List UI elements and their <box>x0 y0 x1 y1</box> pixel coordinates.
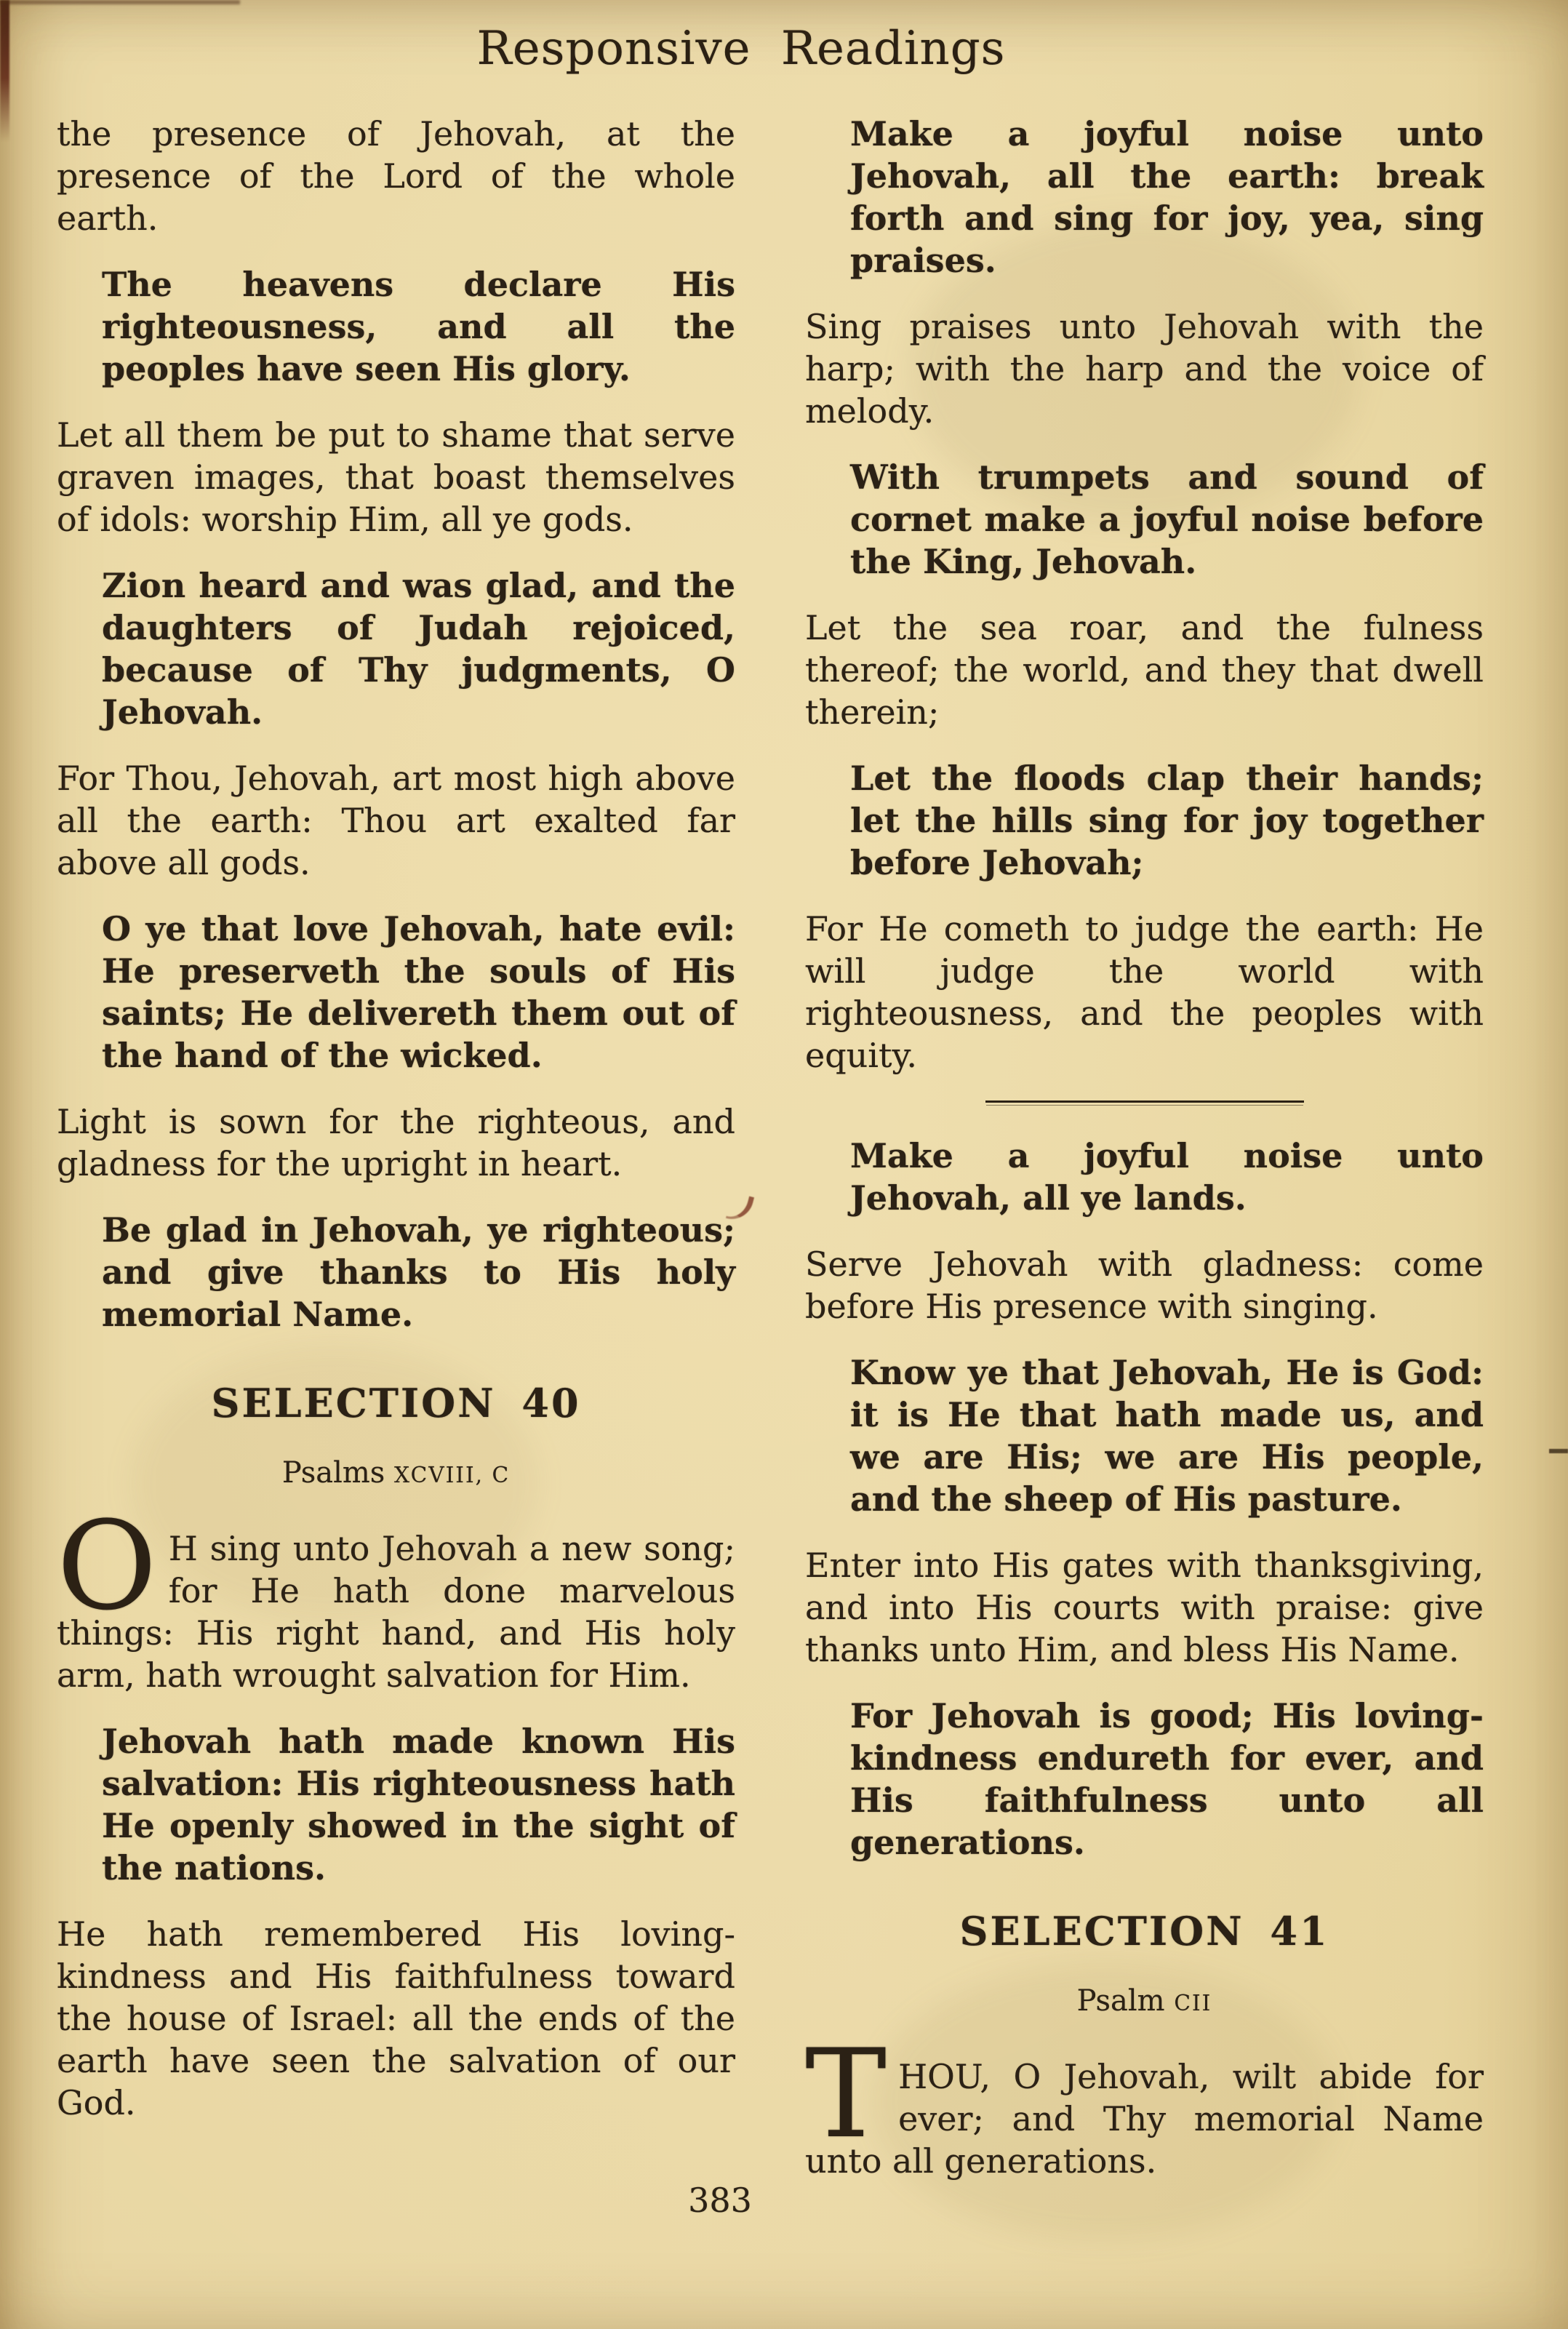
verse-people: O ye that love Jehovah, hate evil: He preserveth the souls of His saints; He delivereth them out of the hand of the wicked. <box>102 909 735 1076</box>
verse-minister-dropcap <box>57 1495 735 1696</box>
two-column-layout <box>57 113 1484 2206</box>
verse-minister: Enter into His gates with thanksgiving, and into His courts with praise: give thanks unto Him, and bless His Name. <box>805 1546 1484 1670</box>
verse-people: Let the floods clap their hands; let the hills sing for joy together before Jehovah; <box>850 759 1484 883</box>
verse-people: Zion heard and was glad, and the daughters of Judah rejoiced, because of Thy judgments, O Jehovah. <box>102 566 735 732</box>
psalm-book: Psalm <box>1076 1984 1165 2018</box>
verse-minister: Serve Jehovah with gladness: come before His presence with singing. <box>805 1245 1484 1327</box>
selection-heading-40: SELECTION 40 <box>211 1380 581 1427</box>
drop-cap-O: O <box>57 1495 157 1638</box>
verse-minister: Sing praises unto Jehovah with the harp; with the harp and the voice of melody. <box>805 307 1484 431</box>
page-number: 383 <box>688 2181 752 2220</box>
verse-minister: Let all them be put to shame that serve graven images, that boast themselves of idols: worship Him, all ye gods. <box>57 415 735 540</box>
verse-minister: Let the sea roar, and the fulness thereof; the world, and they that dwell therein; <box>805 608 1484 732</box>
section-divider-rule <box>985 1100 1304 1103</box>
verse-people: Make a joyful noise unto Jehovah, all the earth: break forth and sing for joy, yea, sing praises. <box>850 114 1484 281</box>
verse-minister: Light is sown for the righteous, and gladness for the upright in heart. <box>57 1102 735 1184</box>
page-content <box>57 22 1484 2206</box>
page-title: Responsive Readings <box>476 22 1006 76</box>
selection-heading-41: SELECTION 41 <box>959 1908 1329 1955</box>
verse-text: HOU, O Jehovah, wilt abide for ever; and Thy memorial Name unto all generations. <box>805 2057 1484 2181</box>
verse-minister: the presence of Jehovah, at the presence of the Lord of the whole earth. <box>57 114 735 239</box>
drop-cap-T: T <box>805 2023 887 2166</box>
verse-minister: For Thou, Jehovah, art most high above all the earth: Thou art exalted far above all gods. <box>57 759 735 883</box>
psalm-reference-40 <box>57 1456 735 1490</box>
verse-minister-dropcap <box>805 2023 1484 2182</box>
verse-people: Make a joyful noise unto Jehovah, all ye lands. <box>850 1136 1484 1218</box>
verse-people: For Jehovah is good; His loving-kindness endureth for ever, and His faithfulness unto all generations. <box>850 1696 1484 1863</box>
psalm-numerals: CII <box>1174 1991 1212 2016</box>
verse-people: Jehovah hath made known His salvation: His righteousness hath He openly showed in the sight of the nations. <box>102 1722 735 1888</box>
scan-edge-artifact <box>0 0 9 142</box>
verse-people: With trumpets and sound of cornet make a joyful noise before the King, Jehovah. <box>850 458 1484 582</box>
psalm-book: Psalms <box>281 1456 385 1490</box>
scan-edge-artifact <box>0 0 240 4</box>
verse-minister: For He cometh to judge the earth: He will judge the world with righteousness, and the peoples with equity. <box>805 909 1484 1076</box>
verse-minister: He hath remembered His loving-kindness and His faithfulness toward the house of Israel: all the ends of the earth have seen the salvation of our God. <box>57 1914 735 2123</box>
right-column <box>805 113 1484 2206</box>
left-column <box>57 113 735 2206</box>
verse-text: H sing unto Jehovah a new song; for He hath done marvelous things: His right hand, and His holy arm, hath wrought salvation for Him. <box>57 1529 735 1695</box>
psalm-numerals: XCVIII, C <box>394 1463 511 1488</box>
verse-people: The heavens declare His righteousness, and all the peoples have seen His glory. <box>102 265 735 389</box>
verse-people: Know ye that Jehovah, He is God: it is He that hath made us, and we are His; we are His people, and the sheep of His pasture. <box>850 1353 1484 1519</box>
verse-people: Be glad in Jehovah, ye righteous; and give thanks to His holy memorial Name. <box>102 1210 735 1335</box>
scan-edge-artifact <box>1549 1449 1568 1453</box>
psalm-reference-41 <box>805 1984 1484 2018</box>
